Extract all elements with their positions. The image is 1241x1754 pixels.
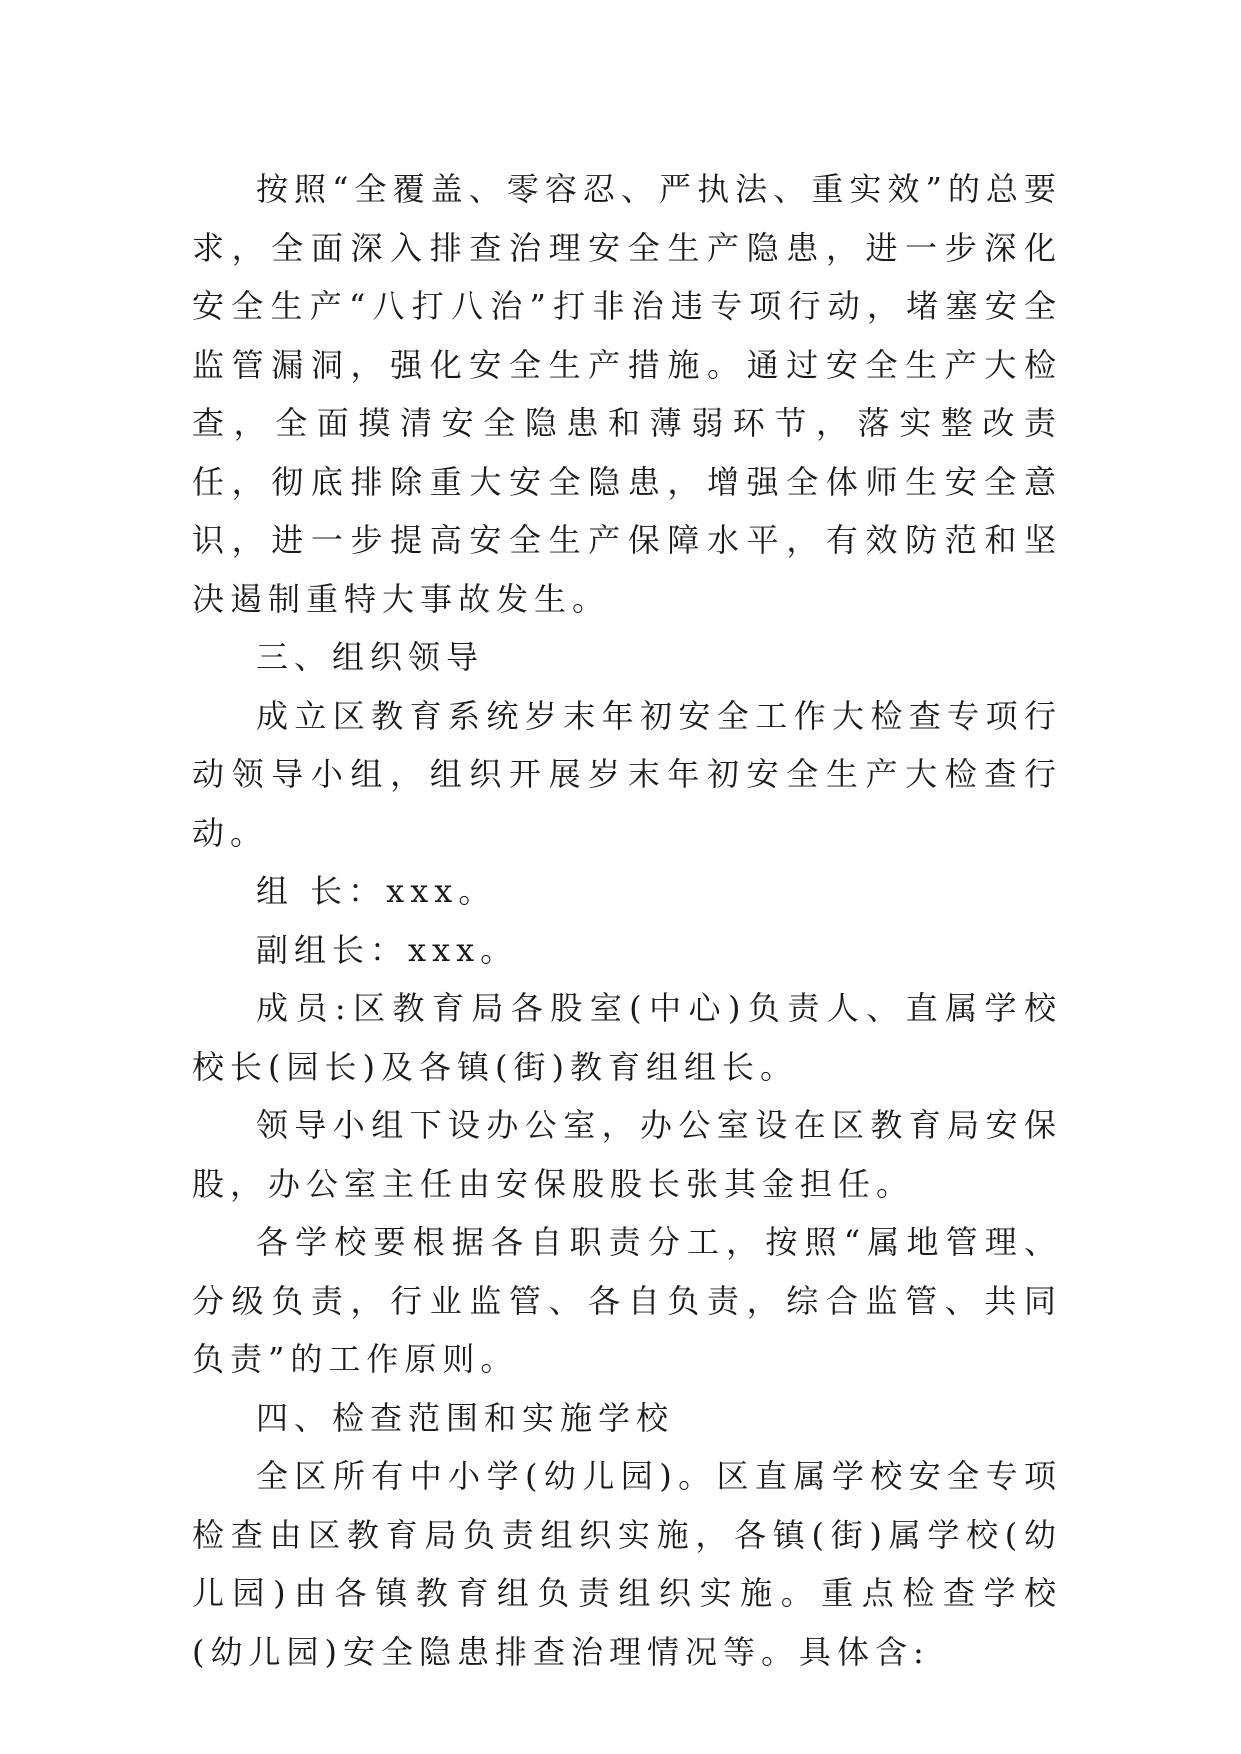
section-heading-organization: 三、组织领导 [256,638,485,676]
paragraph-deputy-leader: 副组长：xxx。 [256,930,519,969]
paragraph-office: 领导小组下设办公室，办公室设在区教育局安保股，办公室主任由安保股股长张其金担任。 [192,1106,1062,1203]
paragraph-group-leader: 组 长：xxx。 [256,872,497,910]
section-heading-scope: 四、检查范围和实施学校 [256,1398,675,1437]
paragraph-principles: 各学校要根据各自职责分工，按照“属地管理、分级负责，行业监管、各自负责，综合监管、共同负责”的工作原则。 [192,1223,1062,1378]
paragraph-scope: 全区所有中小学(幼儿园)。区直属学校安全专项检查由区教育局负责组织实施，各镇(街)属学校(幼儿园)由各镇教育组负责组织实施。重点检查学校(幼儿园)安全隐患排查治理情况等。具体含: [192,1457,1062,1671]
paragraph-members: 成员:区教育局各股室(中心)负责人、直属学校校长(园长)及各镇(街)教育组组长。 [192,989,1062,1086]
document-body [192,160,1062,1681]
paragraph-leading-group: 成立区教育系统岁末年初安全工作大检查专项行动领导小组，组织开展岁末年初安全生产大检查行动。 [192,696,1062,852]
paragraph-objectives: 按照“全覆盖、零容忍、严执法、重实效”的总要求，全面深入排查治理安全生产隐患，进一步深化安全生产“八打八治”打非治违专项行动，堵塞安全监管漏洞，强化安全生产措施。通过安全生产大检查，全面摸清安全隐患和薄弱环节，落实整改责任，彻底排除重大安全隐患，增强全体师生安全意识，进一步提高安全生产保障水平，有效防范和坚决遏制重特大事故发生。 [192,170,1062,618]
